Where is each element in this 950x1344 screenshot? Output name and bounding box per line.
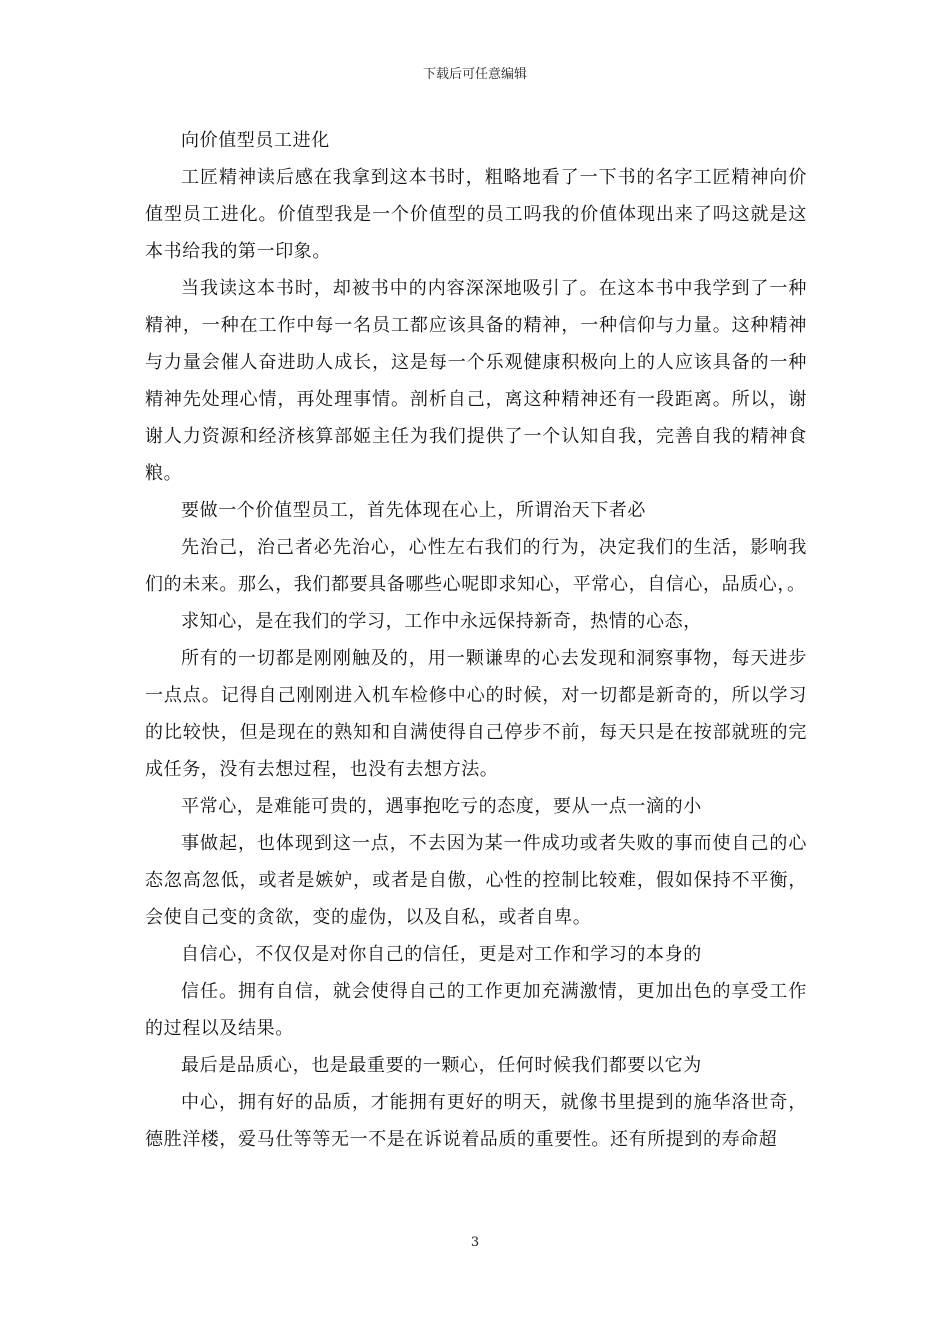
paragraph: 事做起，也体现到这一点，不去因为某一件成功或者失败的事而使自己的心态忽高忽低，或者是嫉妒，或者是自傲，心性的控制比较难，假如保持不平衡，会使自己变的贪欲，变的虚伪，以及自私，或者自卑。 [145, 833, 807, 928]
paragraph: 所有的一切都是刚刚触及的，用一颗谦卑的心去发现和洞察事物，每天进步一点点。记得自己刚刚进入机车检修中心的时候，对一切都是新奇的，所以学习的比较快，但是现在的熟知和自满使得自己停步不前，每天只是在按部就班的完成任务，没有去想过程，也没有去想方法。 [145, 648, 807, 780]
paragraph: 求知心，是在我们的学习，工作中永远保持新奇，热情的心态， [181, 611, 702, 632]
section-title: 向价值型员工进化 [181, 130, 330, 151]
paragraph: 当我读这本书时，却被书中的内容深深地吸引了。在这本书中我学到了一种精神，一种在工作中每一名员工都应该具备的精神，一种信仰与力量。这种精神与力量会催人奋进助人成长，这是每一个乐观健康积极向上的人应该具备的一种精神先处理心情，再处理事情。剖析自己，离这种精神还有一段距离。所以，谢谢人力资源和经济核算部姬主任为我们提供了一个认知自我，完善自我的精神食粮。 [145, 278, 807, 484]
page-header: 下载后可任意编辑 [422, 67, 527, 82]
paragraph: 工匠精神读后感在我拿到这本书时，粗略地看了一下书的名字工匠精神向价值型员工进化。价值型我是一个价值型的员工吗我的价值体现出来了吗这就是这本书给我的第一印象。 [145, 167, 807, 262]
paragraph: 中心，拥有好的品质，才能拥有更好的明天，就像书里提到的施华洛世奇，德胜洋楼，爱马仕等等无一不是在诉说着品质的重要性。还有所提到的寿命超 [145, 1092, 807, 1150]
paragraph: 信任。拥有自信，就会使得自己的工作更加充满激情，更加出色的享受工作的过程以及结果。 [145, 981, 807, 1039]
paragraph: 平常心，是难能可贵的，遇事抱吃亏的态度，要从一点一滴的小 [181, 796, 702, 817]
paragraph: 要做一个价值型员工，首先体现在心上，所谓治天下者必 [181, 500, 646, 521]
page-number: 3 [470, 1235, 480, 1250]
paragraph: 自信心，不仅仅是对你自己的信任，更是对工作和学习的本身的 [181, 944, 702, 965]
paragraph: 最后是品质心，也是最重要的一颗心，任何时候我们都要以它为 [181, 1055, 702, 1076]
document-body [145, 122, 807, 1158]
paragraph: 先治己，治己者必先治心，心性左右我们的行为，决定我们的生活，影响我们的未来。那么，我们都要具备哪些心呢即求知心，平常心，自信心，品质心，。 [145, 537, 807, 595]
